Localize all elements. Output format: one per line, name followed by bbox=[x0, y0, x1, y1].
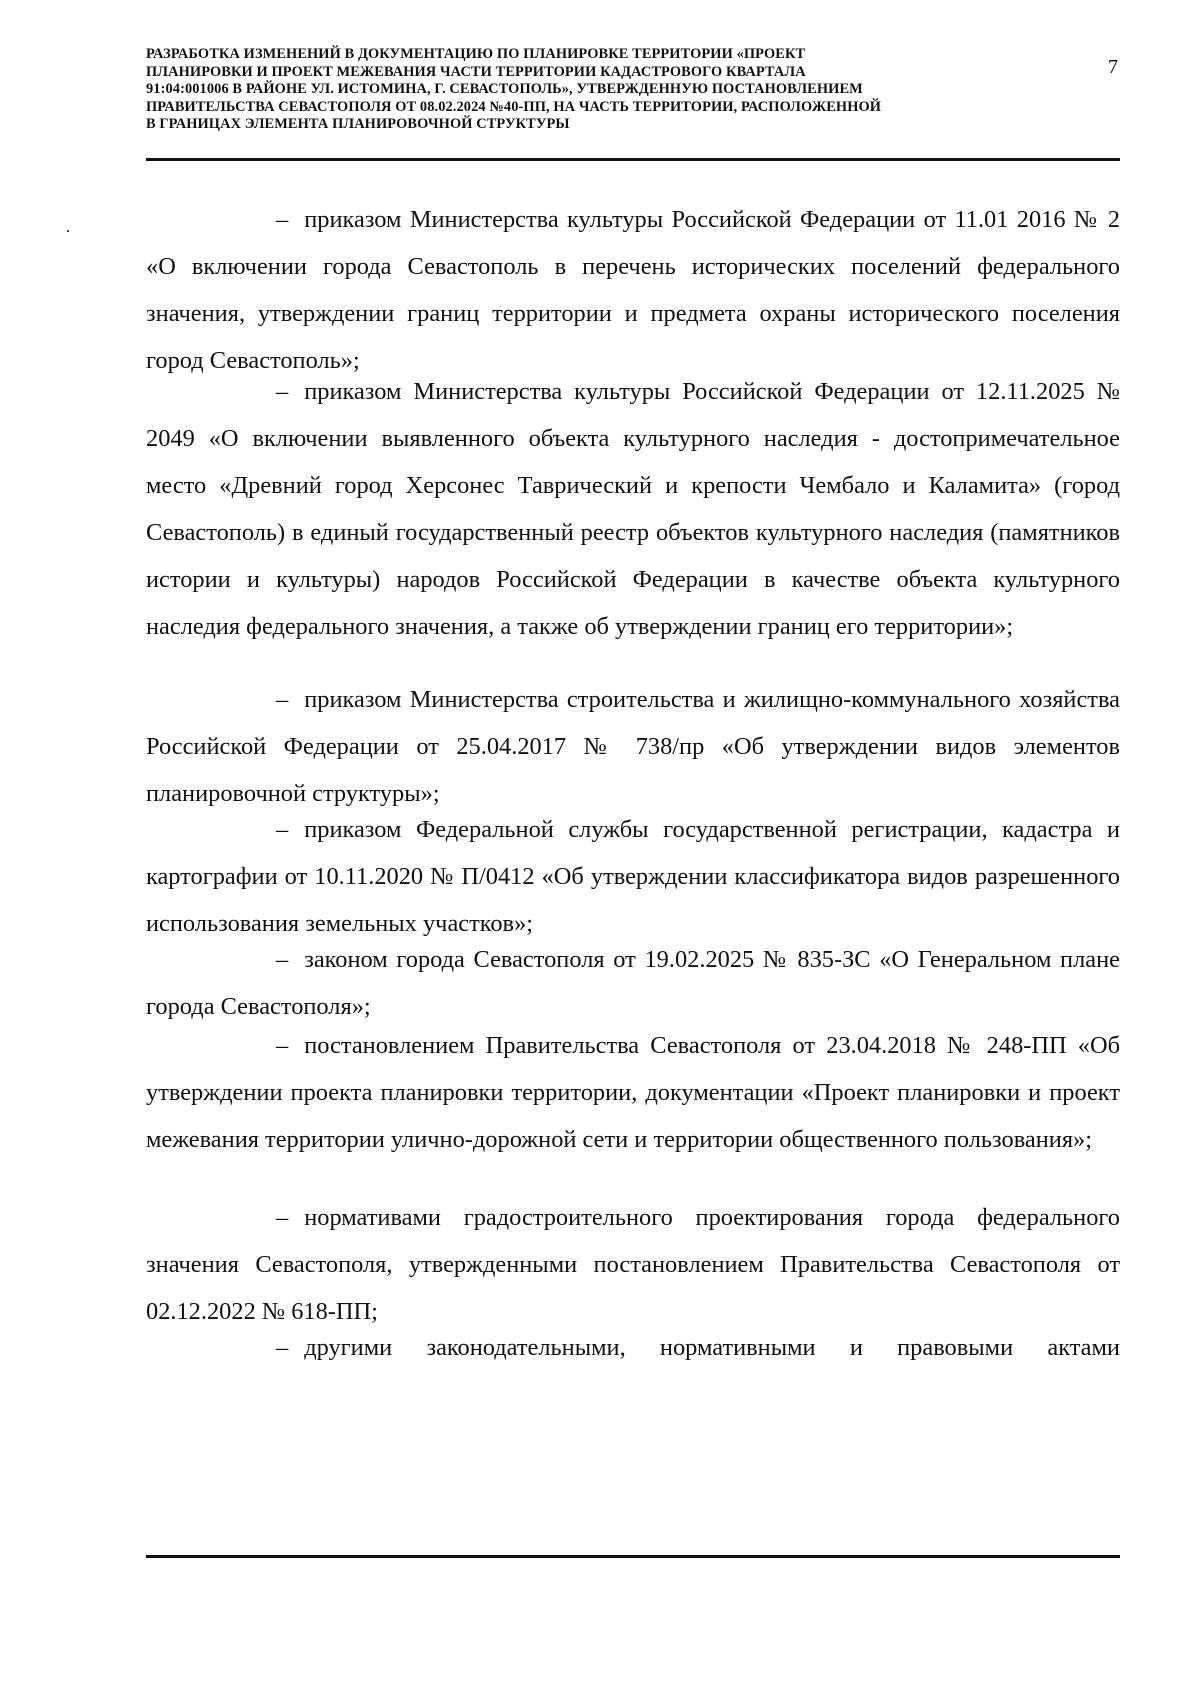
header-line: ПРАВИТЕЛЬСТВА СЕВАСТОПОЛЯ ОТ 08.02.2024 №40-ПП, НА ЧАСТЬ ТЕРРИТОРИИ, РАСПОЛОЖЕННОЙ bbox=[146, 98, 882, 115]
scan-speck bbox=[67, 230, 69, 232]
list-item-text: приказом Федеральной службы государственной регистрации, кадастра и картографии от 10.11.2020 № П/0412 «Об утверждении классификатора видов разрешенного использования земельных участков»; bbox=[146, 816, 1120, 937]
header-line: РАЗРАБОТКА ИЗМЕНЕНИЙ В ДОКУМЕНТАЦИЮ ПО ПЛАНИРОВКЕ ТЕРРИТОРИИ «ПРОЕКТ bbox=[146, 46, 806, 62]
header-divider bbox=[146, 158, 1120, 161]
running-header bbox=[146, 46, 1046, 134]
list-item bbox=[146, 1022, 1120, 1163]
list-item-text: постановлением Правительства Севастополя от 23.04.2018 № 248-ПП «Об утверждении проекта планировки территории, документации «Проект планировки и проект межевания территории улично-дорожной сети и территории общественного пользования»; bbox=[146, 1032, 1120, 1153]
list-item bbox=[146, 1194, 1120, 1335]
list-item-text: приказом Министерства культуры Российской Федерации от 11.01 2016 № 2 «О включении города Севастополь в перечень исторических поселений федерального значения, утверждении границ территории и предмета охраны исторического поселения город Севастополь»; bbox=[146, 206, 1120, 374]
list-item bbox=[146, 196, 1120, 384]
list-item bbox=[146, 936, 1120, 1030]
header-line: В ГРАНИЦАХ ЭЛЕМЕНТА ПЛАНИРОВОЧНОЙ СТРУКТУРЫ bbox=[146, 116, 570, 133]
list-item-text: законом города Севастополя от 19.02.2025 № 835-ЗС «О Генеральном плане города Севастополя»; bbox=[146, 946, 1120, 1020]
list-dash: – bbox=[276, 816, 289, 843]
list-item bbox=[146, 806, 1120, 947]
list-item bbox=[146, 1324, 1120, 1371]
list-dash: – bbox=[276, 946, 289, 973]
list-item-text: приказом Министерства строительства и жилищно-коммунального хозяйства Российской Федерации от 25.04.2017 № 738/пр «Об утверждении видов элементов планировочной структуры»; bbox=[146, 686, 1120, 807]
list-item bbox=[146, 368, 1120, 650]
page-number: 7 bbox=[1108, 56, 1118, 78]
header-line: ПЛАНИРОВКИ И ПРОЕКТ МЕЖЕВАНИЯ ЧАСТИ ТЕРРИТОРИИ КАДАСТРОВОГО КВАРТАЛА bbox=[146, 63, 806, 80]
list-item-text: нормативами градостроительного проектирования города федерального значения Севастополя, утвержденными постановлением Правительства Севастополя от 02.12.2022 № 618-ПП; bbox=[146, 1204, 1120, 1325]
list-item-text: другими законодательными, нормативными и правовыми актами bbox=[304, 1334, 1120, 1361]
list-dash: – bbox=[276, 1204, 289, 1231]
footer-divider bbox=[146, 1555, 1120, 1558]
header-line: 91:04:001006 В РАЙОНЕ УЛ. ИСТОМИНА, Г. СЕВАСТОПОЛЬ», УТВЕРЖДЕННУЮ ПОСТАНОВЛЕНИЕМ bbox=[146, 81, 863, 98]
list-dash: – bbox=[276, 206, 289, 233]
list-item bbox=[146, 676, 1120, 817]
list-dash: – bbox=[276, 1334, 289, 1361]
list-item-text: приказом Министерства культуры Российской Федерации от 12.11.2025 № 2049 «О включении выявленного объекта культурного наследия - достопримечательное место «Древний город Херсонес Таврический и крепости Чембало и Каламита» (город Севастополь) в единый государственный реестр объектов культурного наследия (памятников истории и культуры) народов Российской Федерации в качестве объекта культурного наследия федерального значения, а также об утверждении границ его территории»; bbox=[146, 378, 1120, 640]
list-dash: – bbox=[276, 378, 289, 405]
list-dash: – bbox=[276, 1032, 289, 1059]
list-dash: – bbox=[276, 686, 289, 713]
